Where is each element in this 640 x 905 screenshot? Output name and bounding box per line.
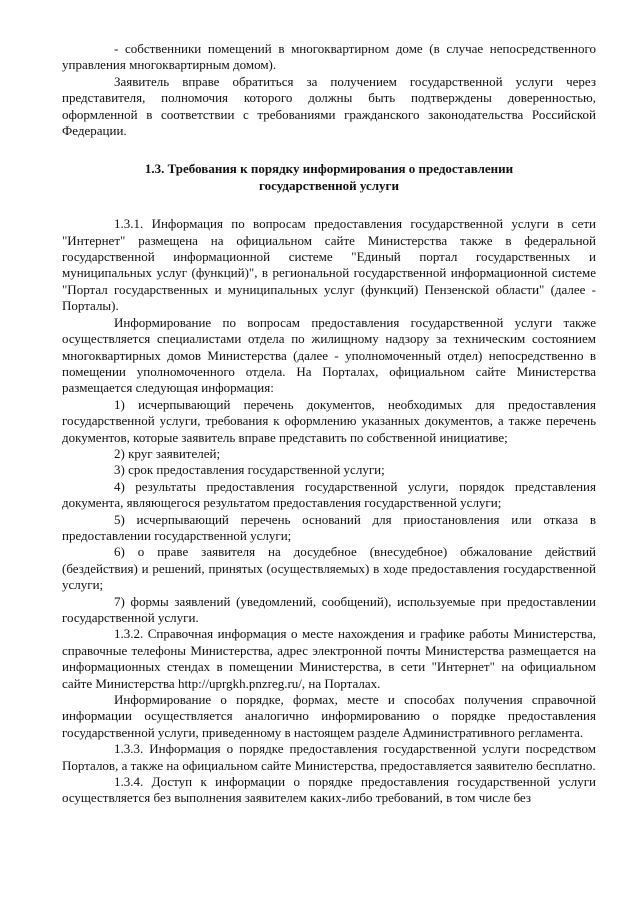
list-item-5: 5) исчерпывающий перечень оснований для приостановления или отказа в предоставлении государственной услуги; [62, 511, 596, 543]
list-item-6: 6) о праве заявителя на досудебное (внесудебное) обжалование действий (бездействия) и решений, принятых (осуществляемых) в ходе предоставления государственной услуги; [62, 544, 596, 593]
representative-paragraph: Заявитель вправе обратиться за получением государственной услуги через представителя, полномочия которого должны быть подтверждены доверенностью, оформленной в соответствии с требованиями гражданского законодательства Российской Федерации. [62, 73, 596, 139]
list-item-4: 4) результаты предоставления государственной услуги, порядок представления документа, являющегося результатом предоставления государственной услуги; [62, 478, 596, 511]
informing-paragraph: Информирование по вопросам предоставления государственной услуги также осуществляется специалистами отдела по жилищному надзору за техническим состоянием многоквартирных домов Министерства (далее - уполномоченный отдел) непосредственно в помещении уполномоченного отдела. На Порталах, официальном сайте Министерства размещается следующая информация: [62, 314, 596, 396]
reference-paragraph: Информирование о порядке, формах, месте и способах получения справочной информации осуществляется аналогично информированию о порядке предоставления государственной услуги, приведенному в настоящем разделе Административного регламента. [62, 692, 596, 740]
list-dash: - [114, 41, 119, 56]
list-item-1: 1) исчерпывающий перечень документов, необходимых для предоставления государственной услуги, требования к оформлению указанных документов, а также перечень документов, которые заявитель вправе представить по собственной инициативе; [62, 396, 596, 445]
paragraph-1-3-2: 1.3.2. Справочная информация о месте нахождения и графике работы Министерства, справочные телефоны Министерства, адрес электронной почты Министерства размещается на информационных стендах в помещении Министерства, в сети "Интернет" на официальном сайте Министерства http://uprgkh.pnzreg.ru/, на Порталах. [62, 626, 596, 691]
list-item-7: 7) формы заявлений (уведомлений, сообщений), используемые при предоставлении государственной услуги. [62, 593, 596, 625]
owners-text: собственники помещений в многоквартирном доме (в случае непосредственного управления многоквартирным домом). [62, 41, 596, 73]
list-item-3: 3) срок предоставления государственной услуги; [114, 462, 385, 478]
section-heading [62, 161, 596, 194]
owners-paragraph [62, 41, 596, 74]
list-item-2: 2) круг заявителей; [114, 445, 221, 461]
section-heading-line-1: 1.3. Требования к порядку информирования о предоставлении [144, 161, 514, 177]
paragraph-1-3-1: 1.3.1. Информация по вопросам предоставления государственной услуги в сети "Интернет" размещена на официальном сайте Министерства также в федеральной государственной информационной системе "Единый портал государственных и муниципальных услуг (функций)", в региональной государственной информационной системе "Портал государственных и муниципальных услуг (функций) Пензенской области" (далее - Порталы). [62, 216, 596, 314]
paragraph-1-3-3: 1.3.3. Информация о порядке предоставления государственной услуги посредством Порталов, а также на официальном сайте Министерства, предоставляется заявителю бесплатно. [62, 741, 596, 773]
section-heading-line-2: государственной услуги [259, 177, 399, 193]
paragraph-1-3-4: 1.3.4. Доступ к информации о порядке предоставления государственной услуги осуществляется без выполнения заявителем каких-либо требований, в том числе без [62, 774, 596, 806]
